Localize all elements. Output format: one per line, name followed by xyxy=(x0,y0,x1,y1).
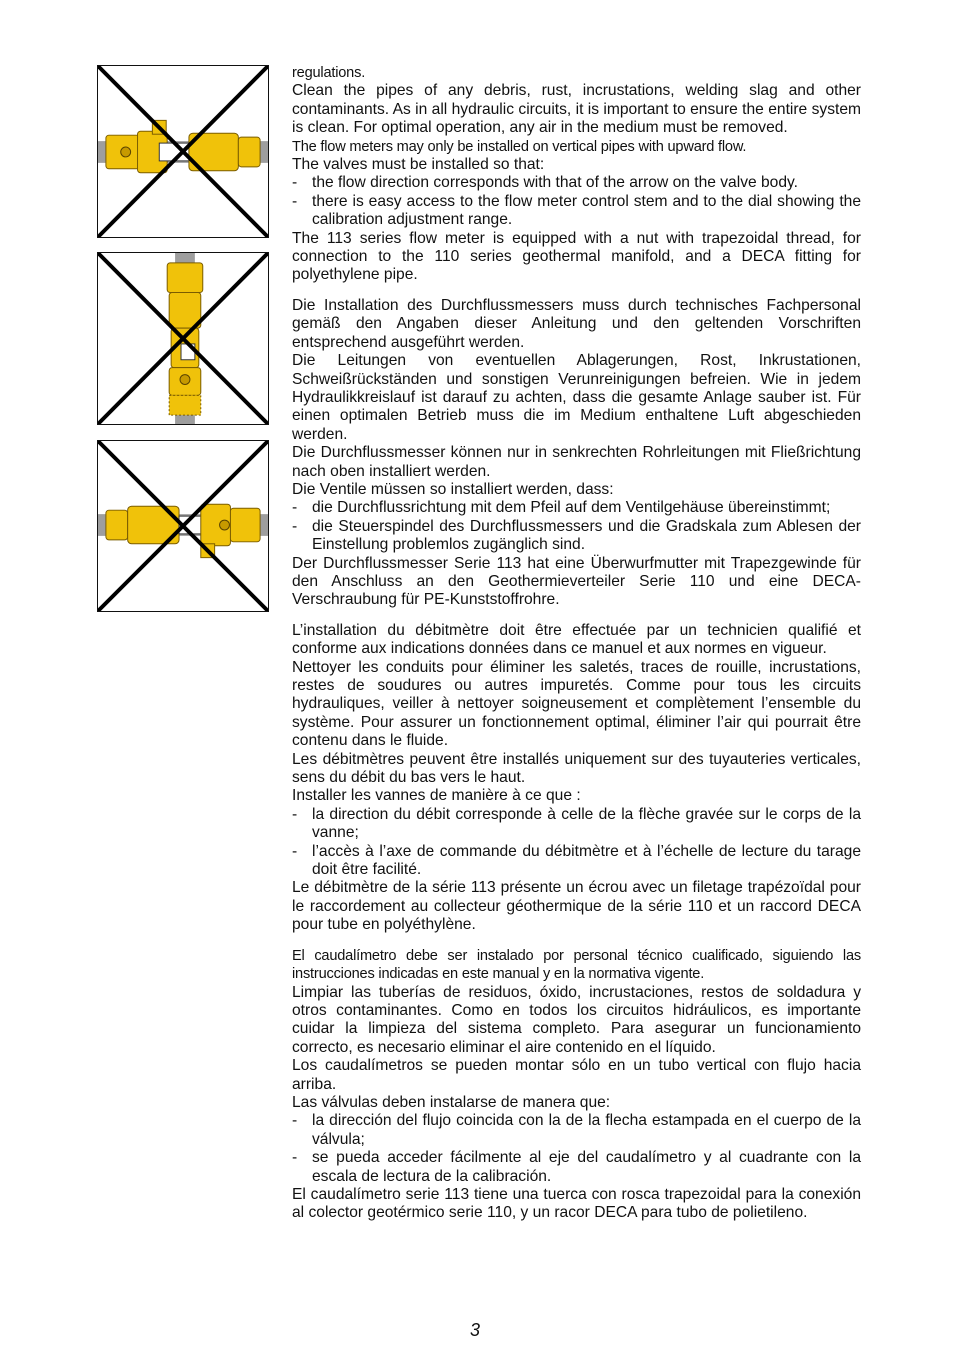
fr-list-item-2-text: l’accès à l’axe de commande du débitmètre et à l’échelle de lecture du tarage doit être facilité. xyxy=(312,842,861,879)
fr-paragraph-4: Installer les vannes de manière à ce que : xyxy=(292,787,581,805)
en-paragraph-1: regulations. xyxy=(292,65,366,81)
de-list-item-1-text: die Durchflussrichtung mit dem Pfeil auf dem Ventilgehäuse übereinstimmt; xyxy=(312,499,831,517)
de-paragraph-4: Die Ventile müssen so installiert werden, dass: xyxy=(292,480,614,498)
list-dash: - xyxy=(292,1112,298,1130)
es-paragraph-2: Limpiar las tuberías de residuos, óxido, incrustaciones, restos de soldadura y otros contaminantes. Como en todos los circuitos hidráulicos, es importante cuidar la limpieza del sistema completo. Para asegurar un funcionamiento correcto, es necesario eliminar el aire contenido en el líquido. xyxy=(292,983,861,1056)
de-paragraph-1: Die Installation des Durchflussmessers muss durch technisches Fachpersonal gemäß den Angaben dieser Anleitung und den geltenden Vorschriften entsprechend ausgeführt werden. xyxy=(292,296,861,351)
figure-vertical-downflow-installation xyxy=(97,252,269,425)
horizontal-valve-illustration xyxy=(98,66,268,237)
vertical-valve-illustration xyxy=(98,253,268,424)
section-english xyxy=(292,64,861,285)
de-list-item-2 xyxy=(292,518,861,555)
list-dash: - xyxy=(292,174,298,192)
de-list-item-2-text: die Steuerspindel des Durchflussmessers und die Gradskala zum Ablesen der Einstellung problemlos zugänglich sind. xyxy=(312,517,861,554)
fr-paragraph-3: Les débitmètres peuvent être installés uniquement sur des tuyauteries verticales, sens du débit du bas vers le haut. xyxy=(292,750,861,787)
section-french xyxy=(292,622,861,935)
fr-list-item-2 xyxy=(292,843,861,880)
fr-paragraph-5: Le débitmètre de la série 113 présente un écrou avec un filetage trapézoïdal pour le raccordement au collecteur géothermique de la série 110 et un raccord DECA pour tube en polyéthylène. xyxy=(292,879,861,934)
fr-paragraph-2: Nettoyer les conduits pour éliminer les saletés, traces de rouille, incrustations, restes de soudures ou autres impuretés. Comme pour tous les circuits hydrauliques, veiller à nettoyer soigneusement et complètement l’ensemble du système. Pour assurer un fonctionnement optimal, éliminer l’air qui pourrait être contenu dans le fluide. xyxy=(292,658,861,750)
list-dash: - xyxy=(292,517,298,535)
es-list-item-1-text: la dirección del flujo coincida con la de la flecha estampada en el cuerpo de la válvula; xyxy=(312,1112,861,1148)
de-paragraph-5: Der Durchflussmesser Serie 113 hat eine Überwurfmutter mit Trapezgewinde für den Anschluss an den Geothermieverteiler Serie 110 und eine DECA-Verschraubung für PE-Kunststoffrohre. xyxy=(292,554,861,609)
de-paragraph-2: Die Leitungen von eventuellen Ablagerungen, Rost, Inkrustationen, Schweißrückständen und sonstigen Verunreinigungen befreien. Wie in jedem Hydraulikkreislauf ist darauf zu achten, dass die gesamte Anlage sauber ist. Für einen optimalen Betrieb muss die im Medium enthaltene Luft abgeschieden werden. xyxy=(292,352,861,443)
figure-horizontal-installation xyxy=(97,65,269,238)
fr-paragraph-1: L’installation du débitmètre doit être effectuée par un technicien qualifié et conforme aux indications données dans ce manuel et aux normes en vigueur. xyxy=(292,621,861,658)
es-list-item-2-text: se pueda acceder fácilmente al eje del caudalímetro y al cuadrante con la escala de lectura de la calibración. xyxy=(312,1149,861,1185)
section-spanish xyxy=(292,947,861,1223)
de-paragraph-3: Die Durchflussmesser können nur in senkrechten Rohrleitungen mit Fließrichtung nach oben installiert werden. xyxy=(292,444,861,480)
en-list-item-2-text: there is easy access to the flow meter control stem and to the dial showing the calibration adjustment range. xyxy=(312,192,861,229)
en-list-item-1-text: the flow direction corresponds with that of the arrow on the valve body. xyxy=(312,174,798,192)
page-number: 3 xyxy=(470,1320,481,1340)
es-paragraph-5: El caudalímetro serie 113 tiene una tuerca con rosca trapezoidal para la conexión al colector geotérmico serie 110, y un racor DECA para tubo de polietileno. xyxy=(292,1185,861,1222)
en-paragraph-3: The flow meters may only be installed on vertical pipes with upward flow. xyxy=(292,138,747,155)
en-list-item-2 xyxy=(292,193,861,230)
en-list-item-1 xyxy=(292,174,861,192)
de-list-item-1 xyxy=(292,499,861,517)
es-paragraph-1: El caudalímetro debe ser instalado por personal técnico cualificado, siguiendo las instrucciones indicadas en este manual y en la normativa vigente. xyxy=(292,947,861,983)
es-paragraph-4: Las válvulas deben instalarse de manera que: xyxy=(292,1093,611,1111)
section-german xyxy=(292,297,861,610)
list-dash: - xyxy=(292,805,298,823)
es-list-item-1 xyxy=(292,1112,861,1149)
list-dash: - xyxy=(292,499,298,517)
instructions-text-column xyxy=(292,64,861,1223)
en-paragraph-4: The valves must be installed so that: xyxy=(292,156,545,174)
es-list-item-2 xyxy=(292,1149,861,1186)
fr-list-item-1-text: la direction du débit corresponde à celle de la flèche gravée sur le corps de la vanne; xyxy=(312,805,861,842)
list-dash: - xyxy=(292,192,298,210)
horizontal-valve-illustration-2 xyxy=(98,441,268,611)
en-paragraph-2: Clean the pipes of any debris, rust, incrustations, welding slag and other contaminants. As in all hydraulic circuits, it is important to ensure the entire system is clean. For optimal operation, any air in the medium must be removed. xyxy=(292,82,861,137)
fr-list-item-1 xyxy=(292,806,861,843)
en-paragraph-5: The 113 series flow meter is equipped with a nut with trapezoidal thread, for connection to the 110 series geothermal manifold, and a DECA fitting for polyethylene pipe. xyxy=(292,229,861,284)
es-paragraph-3: Los caudalímetros se pueden montar sólo en un tubo vertical con flujo hacia arriba. xyxy=(292,1057,861,1093)
figure-horizontal-installation-2 xyxy=(97,440,269,612)
list-dash: - xyxy=(292,842,298,860)
list-dash: - xyxy=(292,1149,298,1167)
